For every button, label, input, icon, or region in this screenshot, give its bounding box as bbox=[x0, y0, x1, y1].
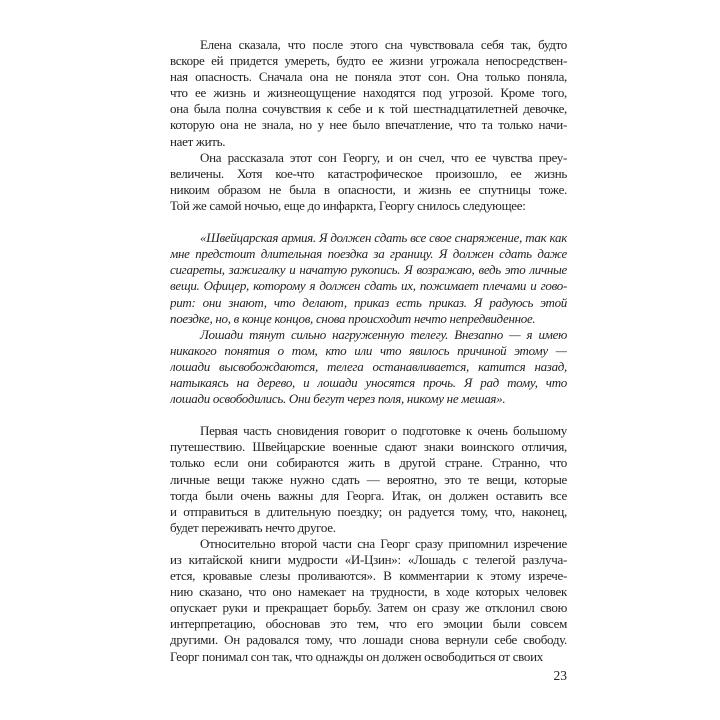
text-line: путешествию. Швейцарские военные сдают знаки воинского отличия, bbox=[170, 439, 567, 455]
text-line: лошади освободились. Они бегут через поля, никому не мешая». bbox=[170, 391, 506, 407]
text-line: лошади высвобождаются, телега останавливается, катится назад, bbox=[170, 358, 567, 374]
body-paragraph bbox=[170, 150, 567, 214]
body-paragraph bbox=[170, 423, 567, 536]
text-line: Относительно второй части сна Георг сразу припомнил изречение bbox=[200, 535, 567, 551]
text-line: ная опасность. Сначала она не поняла этот сон. Она только поняла, bbox=[170, 69, 567, 85]
text-line: никакого понятия о том, кто или что явилось причиной этому — bbox=[170, 342, 567, 358]
text-line: поездке, но, в конце концов, снова происходит нечто непредвиденное. bbox=[170, 310, 536, 326]
text-line: вещи. Офицер, которому я должен сдать их, пожимает плечами и гово- bbox=[170, 278, 567, 294]
text-line: ется, кровавые слезы проливаются». В комментарии к этому изрече- bbox=[170, 568, 567, 584]
text-line: нию сказано, что оно намекает на трудности, в ходе которых человек bbox=[170, 584, 567, 600]
text-line: «Швейцарская армия. Я должен сдать все свое снаряжение, так как bbox=[200, 230, 567, 246]
quote-paragraph bbox=[170, 327, 567, 407]
body-paragraph bbox=[170, 536, 567, 665]
text-line: Она рассказала этот сон Георгу, и он счел, что ее чувства преу- bbox=[200, 149, 567, 165]
text-line: Елена сказала, что после этого сна чувствовала себя так, будто bbox=[200, 37, 567, 52]
text-line: Той же самой ночью, еще до инфаркта, Георгу снилось следующее: bbox=[170, 197, 526, 213]
text-block bbox=[170, 37, 567, 665]
text-line: опускает руки и прекращает борьбу. Затем он сразу же отклонил свою bbox=[170, 600, 567, 616]
text-line: величены. Хотя кое-что катастрофическое произошло, ее жизнь bbox=[170, 165, 567, 181]
text-line: нает жить. bbox=[170, 133, 226, 149]
text-line: мне предстоит длительная поездка за границу. Я должен сдать даже bbox=[170, 246, 567, 262]
text-line: Первая часть сновидения говорит о подготовке к очень большому bbox=[200, 423, 567, 439]
text-line: вскоре ей придется умереть, будто ее жизни угрожала непосредствен- bbox=[170, 53, 567, 69]
page-number: 23 bbox=[553, 668, 567, 683]
text-line: интерпретацию, обосновав это тем, что его эмоции были совсем bbox=[170, 616, 567, 632]
text-line: личные вещи также нужно сдать — вероятно, это те вещи, которые bbox=[170, 471, 567, 487]
text-line: только если они собираются жить в другой стране. Странно, что bbox=[170, 455, 567, 471]
quote-paragraph bbox=[170, 230, 567, 327]
text-line: которую она не знала, но у нее было впечатление, что та только начи- bbox=[170, 117, 567, 133]
text-line: никоим образом не была в опасности, и жизнь ее спутницы тоже. bbox=[170, 181, 567, 197]
text-line: другими. Он радовался тому, что лошади снова вернули себе свободу. bbox=[170, 632, 567, 648]
text-line: Георг понимал сон так, что однажды он должен освободиться от своих bbox=[170, 648, 543, 664]
body-paragraph bbox=[170, 37, 567, 150]
text-line: что ее жизнь и жизнеощущение находятся под угрозой. Кроме того, bbox=[170, 85, 567, 101]
text-line: она была полна сочувствия к себе и к той шестнадцатилетней девочке, bbox=[170, 101, 567, 117]
text-line: Лошади тянут сильно нагруженную телегу. Внезапно — я имею bbox=[200, 326, 567, 342]
text-line: натыкаясь на дерево, и лошади уносятся прочь. Я рад тому, что bbox=[170, 374, 567, 390]
text-line: будет переживать нечто другое. bbox=[170, 519, 336, 535]
text-line: тогда были очень важны для Георга. Итак, он должен оставить все bbox=[170, 487, 567, 503]
text-line: рит: они знают, что делают, приказ есть приказ. Я радуюсь этой bbox=[170, 294, 567, 310]
text-line: и отправиться в длительную поездку; он радуется тому, что, наконец, bbox=[170, 503, 567, 519]
text-line: сигареты, зажигалку и начатую рукопись. Я возражаю, ведь это личные bbox=[170, 262, 567, 278]
text-line: из китайской книги мудрости «И-Цзин»: «Лошадь с телегой разлуча- bbox=[170, 552, 567, 567]
